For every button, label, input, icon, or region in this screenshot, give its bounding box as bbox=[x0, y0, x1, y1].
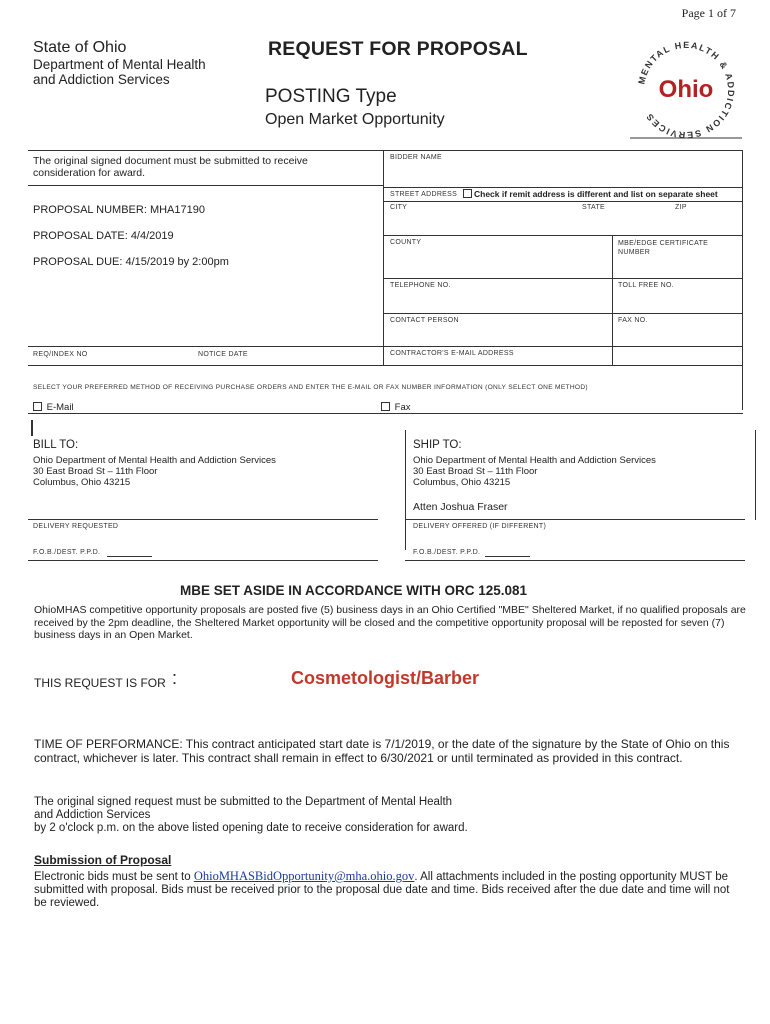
mbe-body: OhioMHAS competitive opportunity proposals are posted five (5) business days in an Ohio Certified "MBE" Sheltered Market, if no qualified proposals are received by the 2pm deadline, the Sheltered Market opportunity will be closed and the competitive opportunity proposal will be reposted for seven (7) business days in an Open Market. bbox=[34, 604, 746, 641]
organization-block bbox=[33, 40, 206, 87]
checkbox-icon[interactable] bbox=[33, 402, 42, 411]
county-label: COUNTY bbox=[390, 239, 422, 246]
request-label: THIS REQUEST IS FOR bbox=[34, 676, 166, 690]
page-title: REQUEST FOR PROPOSAL bbox=[268, 38, 528, 60]
checkbox-icon[interactable] bbox=[463, 189, 472, 198]
method-instruction: SELECT YOUR PREFERRED METHOD OF RECEIVING PURCHASE ORDERS AND ENTER THE E-MAIL OR FAX NUMBER INFORMATION (ONLY SELECT ONE METHOD) bbox=[33, 384, 588, 391]
ship-to-attention: Atten Joshua Fraser bbox=[413, 501, 508, 513]
state-label: STATE bbox=[582, 204, 606, 211]
ship-to-line1: Ohio Department of Mental Health and Addiction Services bbox=[413, 455, 656, 466]
fax-method-option[interactable]: Fax bbox=[381, 402, 410, 413]
original-submission-note: The original signed request must be submitted to the Department of Mental Health and Addiction Services by 2 o'clock p.m. on the above listed opening date to receive consideration for award. bbox=[34, 796, 468, 834]
bidder-name-label: BIDDER NAME bbox=[390, 154, 442, 161]
proposal-number: PROPOSAL NUMBER: MHA17190 bbox=[33, 204, 205, 216]
checkbox-icon[interactable] bbox=[381, 402, 390, 411]
telephone-label: TELEPHONE NO. bbox=[390, 282, 451, 289]
ship-to-line2: 30 East Broad St – 11th Floor bbox=[413, 466, 538, 477]
submission-title: Submission of Proposal bbox=[34, 853, 172, 867]
street-address-label: STREET ADDRESS bbox=[390, 191, 458, 198]
submission-body: Electronic bids must be sent to OhioMHASBidOpportunity@mha.ohio.gov. All attachments included in the posting opportunity MUST be submitted with proposal. Bids must be received prior to the proposal due date and time. Bids received after the due date and time will not be reviewed. bbox=[34, 869, 730, 909]
remit-address-checkbox[interactable]: Check if remit address is different and list on separate sheet bbox=[463, 189, 718, 199]
time-of-performance: TIME OF PERFORMANCE: This contract anticipated start date is 7/1/2019, or the date of the signature by the State of Ohio on this contract, whichever is later. This contract shall remain in effect to 6/30/2021 or until terminated as provided in this contract. bbox=[34, 737, 730, 765]
zip-label: ZIP bbox=[675, 204, 687, 211]
svg-text:MENTAL HEALTH & ADDICTION SERV: MENTAL HEALTH & ADDICTION SERVICES bbox=[636, 39, 737, 141]
request-colon: : bbox=[172, 668, 178, 688]
submission-note: The original signed document must be submitted to receive consideration for award. bbox=[33, 155, 308, 179]
bill-to-label: BILL TO: bbox=[33, 439, 79, 451]
fob-left-label: F.O.B./DEST. P.P.D. bbox=[33, 549, 101, 556]
ohio-seal-logo bbox=[630, 34, 742, 146]
fob-right-label: F.O.B./DEST. P.P.D. bbox=[413, 549, 481, 556]
contractor-email-label: CONTRACTOR'S E-MAIL ADDRESS bbox=[390, 350, 514, 357]
ship-to-line3: Columbus, Ohio 43215 bbox=[413, 477, 511, 488]
org-department-2: and Addiction Services bbox=[33, 72, 170, 87]
city-label: CITY bbox=[390, 204, 408, 211]
org-state: State of Ohio bbox=[33, 39, 127, 56]
delivery-requested-label: DELIVERY REQUESTED bbox=[33, 523, 119, 530]
opportunity-type: Open Market Opportunity bbox=[265, 111, 445, 128]
posting-type: POSTING Type bbox=[265, 86, 397, 107]
notice-date-label: NOTICE DATE bbox=[198, 351, 248, 358]
email-method-option[interactable]: E-Mail bbox=[33, 402, 74, 413]
contact-person-label: CONTACT PERSON bbox=[390, 317, 459, 324]
req-index-label: REQ/INDEX NO bbox=[33, 351, 88, 358]
proposal-due: PROPOSAL DUE: 4/15/2019 by 2:00pm bbox=[33, 256, 229, 268]
fax-no-label: FAX NO. bbox=[618, 317, 648, 324]
request-value: Cosmetologist/Barber bbox=[291, 668, 480, 688]
bill-to-line3: Columbus, Ohio 43215 bbox=[33, 477, 131, 488]
seal-ohio-text: Ohio bbox=[658, 76, 714, 103]
toll-free-label: TOLL FREE NO. bbox=[618, 282, 675, 289]
mbe-certificate-label: MBE/EDGE CERTIFICATE NUMBER bbox=[618, 240, 709, 256]
org-department: Department of Mental Health bbox=[33, 57, 206, 72]
bill-to-line1: Ohio Department of Mental Health and Addiction Services bbox=[33, 455, 276, 466]
delivery-offered-label: DELIVERY OFFERED (IF DIFFERENT) bbox=[413, 523, 547, 530]
mbe-title: MBE SET ASIDE IN ACCORDANCE WITH ORC 125.081 bbox=[180, 583, 528, 598]
page-number: Page 1 of 7 bbox=[681, 6, 736, 20]
proposal-date: PROPOSAL DATE: 4/4/2019 bbox=[33, 230, 174, 242]
ship-to-label: SHIP TO: bbox=[413, 439, 462, 451]
bill-to-line2: 30 East Broad St – 11th Floor bbox=[33, 466, 158, 477]
bid-email-link[interactable]: OhioMHASBidOpportunity@mha.ohio.gov bbox=[193, 869, 415, 883]
